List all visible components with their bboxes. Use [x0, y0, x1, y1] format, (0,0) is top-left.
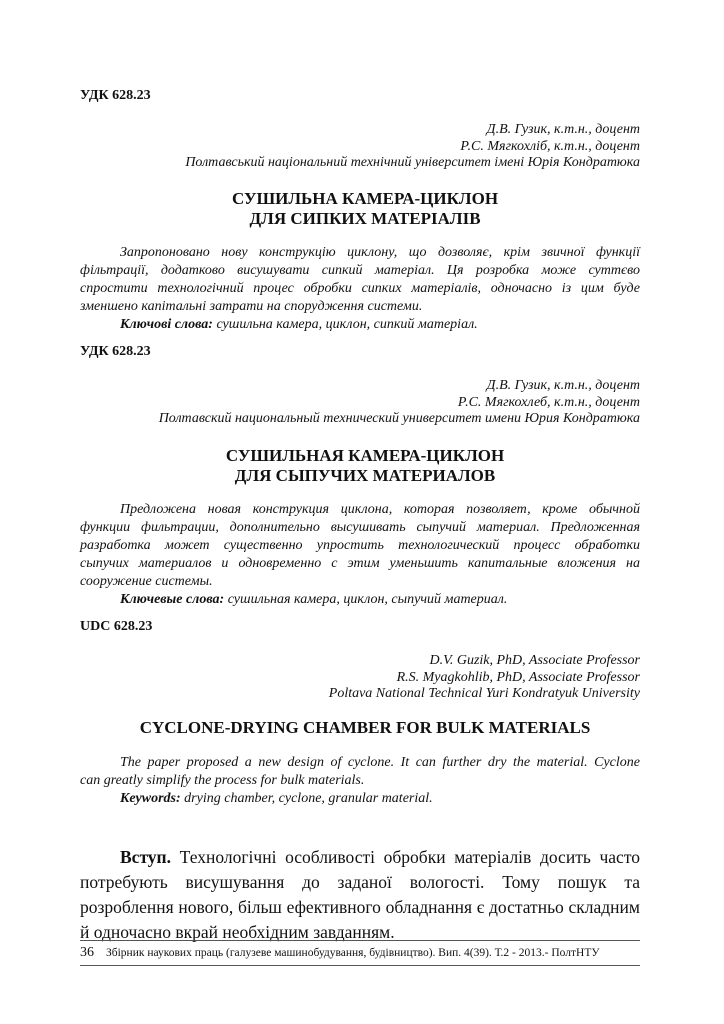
intro-line	[80, 845, 640, 870]
abstract-line: сыпучих материалов и одновременно с этим уменьшить капитальные вложения на	[80, 556, 640, 571]
intro-text: Технологічні особливості обробки матеріалів досить часто	[171, 847, 640, 867]
title-line: ДЛЯ СЫПУЧИХ МАТЕРИАЛОВ	[234, 465, 496, 485]
udc-code-en: UDC 628.23	[80, 619, 153, 634]
udk-code-ua: УДК 628.23	[80, 88, 151, 103]
abstract-line: Запропоновано нову конструкцію циклону, що дозволяє, крім звичної функції	[120, 245, 640, 260]
abstract-line: разработка может существенно упростить технологический процесс обработки	[80, 538, 640, 553]
page-number: 36	[80, 945, 94, 960]
intro-line: розроблення нового, більш ефективного обладнання є достатньо складним	[80, 897, 640, 917]
author-line: Д.В. Гузик, к.т.н., доцент	[486, 122, 640, 137]
abstract-ru	[80, 501, 640, 609]
intro-label: Вступ.	[120, 847, 172, 867]
title-line: СУШИЛЬНАЯ КАМЕРА-ЦИКЛОН	[225, 446, 505, 465]
abstract-en	[80, 754, 640, 808]
author-line: Д.В. Гузик, к.т.н., доцент	[486, 378, 640, 393]
intro-paragraph	[80, 845, 640, 945]
title-en	[80, 718, 650, 738]
keywords-en	[80, 790, 640, 808]
abstract-line: спростити технологічний процес обробки сипких матеріалів, одночасно із цим буде	[80, 281, 640, 296]
keywords-label: Keywords:	[120, 791, 181, 806]
title-line: ДЛЯ СИПКИХ МАТЕРІАЛІВ	[249, 208, 481, 228]
affiliation: Poltava National Technical Yuri Kondratyuk University	[328, 686, 640, 701]
affiliation: Полтавський національний технічний університет імені Юрія Кондратюка	[185, 155, 640, 170]
title-line: СУШИЛЬНА КАМЕРА-ЦИКЛОН	[231, 189, 499, 208]
abstract-ua	[80, 244, 640, 334]
abstract-line: сооружение системы.	[80, 574, 213, 589]
author-line: R.S. Myagkohlib, PhD, Associate Professor	[396, 669, 640, 685]
keywords-ua	[80, 316, 640, 334]
title-ua	[80, 189, 650, 228]
page-footer	[80, 940, 640, 966]
abstract-line: Предложена новая конструкция циклона, которая позволяет, кроме обычной	[120, 502, 640, 517]
keywords-text: сушильна камера, циклон, сипкий матеріал.	[212, 317, 478, 332]
affiliation: Полтавский национальный технический университет имени Юрия Кондратюка	[158, 411, 640, 426]
authors-ru	[159, 378, 640, 428]
authors-en	[329, 653, 640, 703]
intro-line: й одночасно вкрай необхідним завданням.	[80, 922, 395, 942]
abstract-line: фільтрації, додатково висушувати сипкий матеріал. Ця розробка може суттєво	[80, 263, 640, 278]
keywords-ru	[80, 591, 640, 609]
abstract-line: The paper proposed a new design of cyclone. It can further dry the material. Cyclone	[120, 755, 640, 770]
abstract-line: функции фильтрации, дополнительно высушивать сыпучий материал. Предложенная	[80, 520, 640, 535]
keywords-text: drying chamber, cyclone, granular material.	[180, 791, 433, 806]
authors-ua	[185, 122, 640, 172]
author-line: D.V. Guzik, PhD, Associate Professor	[429, 653, 640, 668]
title-line: CYCLONE-DRYING CHAMBER FOR BULK MATERIALS	[139, 718, 591, 737]
title-ru	[80, 446, 650, 485]
journal-citation: Збірник наукових праць (галузеве машинобудування, будівництво). Вип. 4(39). Т.2 - 2013.- ПолтНТУ	[106, 947, 600, 959]
keywords-text: сушильная камера, циклон, сыпучий материал.	[224, 592, 508, 607]
author-line: Р.С. Мягкохлеб, к.т.н., доцент	[457, 394, 640, 410]
author-line: Р.С. Мягкохліб, к.т.н., доцент	[460, 138, 640, 154]
keywords-label: Ключевые слова:	[120, 592, 225, 607]
abstract-line: can greatly simplify the process for bulk materials.	[80, 773, 365, 788]
udk-code-ru: УДК 628.23	[80, 344, 151, 359]
intro-line: потребують висушування до заданої вологості. Тому пошук та	[80, 872, 640, 892]
abstract-line: зменшено капітальні затрати на спорудження системи.	[80, 299, 423, 314]
keywords-label: Ключові слова:	[120, 317, 213, 332]
